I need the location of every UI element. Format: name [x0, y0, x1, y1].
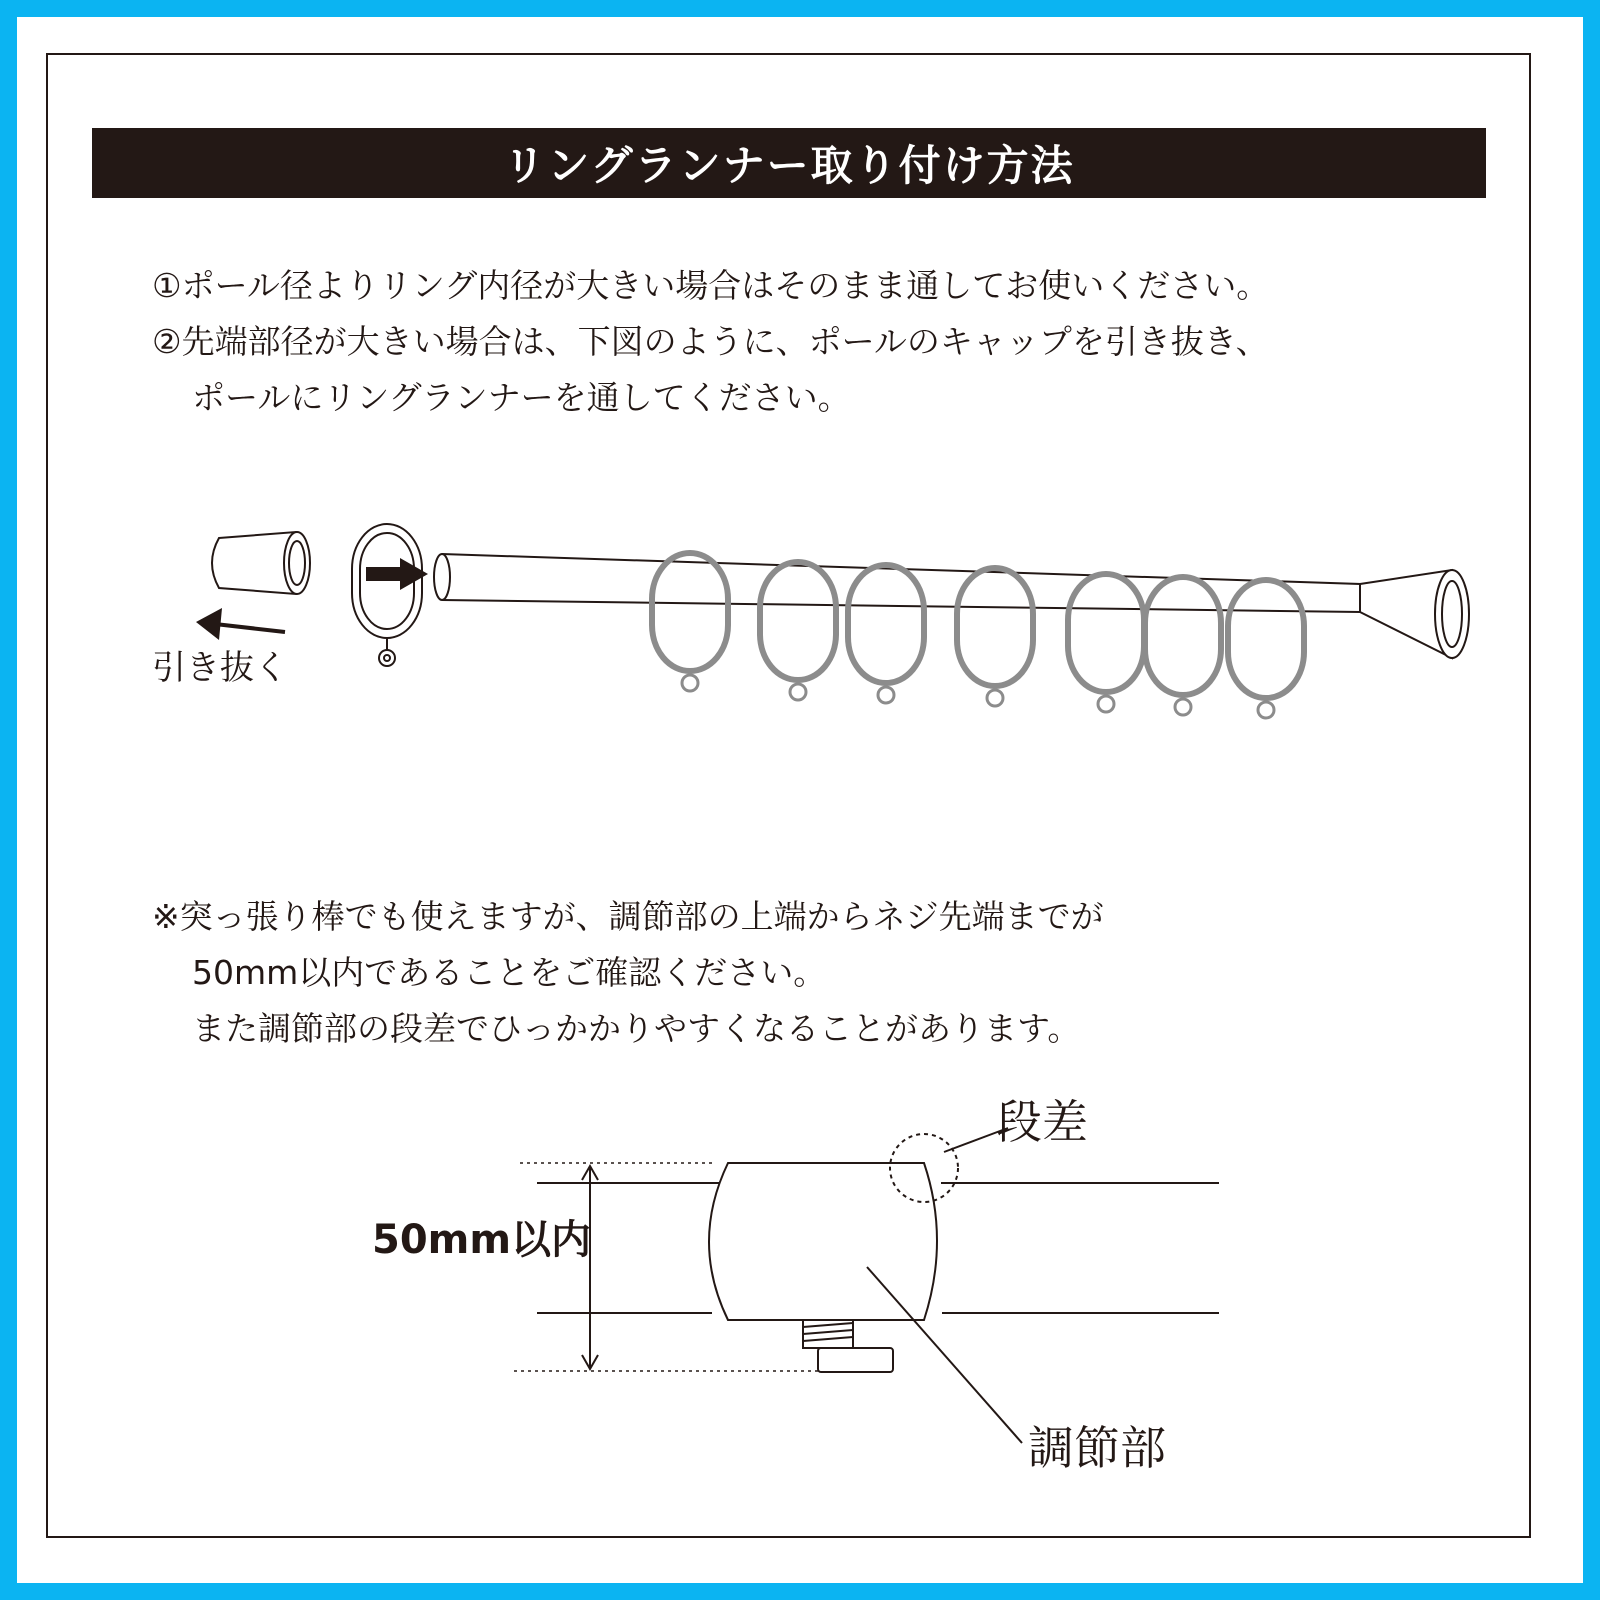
- insert-ring-icon: [352, 524, 422, 666]
- adjuster-body: [709, 1163, 937, 1320]
- pull-out-arrow-icon: [196, 608, 285, 640]
- step-label: 段差: [996, 1095, 1088, 1149]
- dimension-label: 50mm以内: [372, 1217, 592, 1263]
- dimension-arrow-icon: [582, 1166, 598, 1369]
- note-line-3: また調節部の段差でひっかかりやすくなることがあります。: [192, 1009, 1081, 1048]
- page-title: リングランナー取り付け方法: [503, 141, 1075, 190]
- note-line-2: 50mm以内であることをご確認ください。: [192, 953, 827, 992]
- adjuster-diagram: [514, 1128, 1219, 1443]
- adjuster-label: 調節部: [1028, 1421, 1166, 1475]
- screw-icon: [803, 1320, 893, 1372]
- note: [152, 889, 1482, 1057]
- instruction-line-1: ①ポール径よりリング内径が大きい場合はそのまま通してお使いください。: [152, 266, 1270, 305]
- pole: [434, 554, 1469, 658]
- removed-cap-icon: [212, 532, 310, 594]
- note-line-1: ※突っ張り棒でも使えますが、調節部の上端からネジ先端までが: [152, 897, 1104, 936]
- instruction-line-3: ポールにリングランナーを通してください。: [192, 378, 851, 417]
- instruction-line-2: ②先端部径が大きい場合は、下図のように、ポールのキャップを引き抜き、: [152, 322, 1269, 361]
- pole-diagram: [196, 524, 1469, 718]
- pull-out-label: 引き抜く: [152, 648, 288, 688]
